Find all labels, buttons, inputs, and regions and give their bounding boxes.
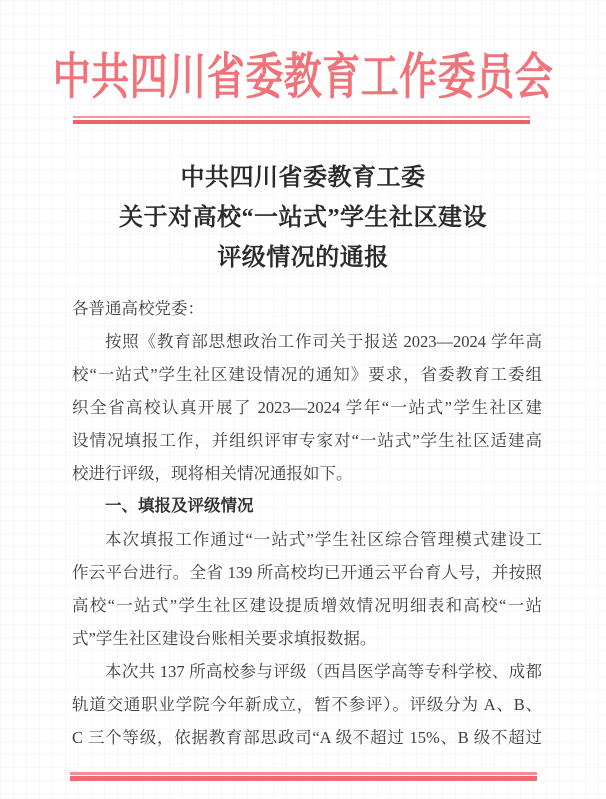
paragraph3-line-3: C 三个等级，依据教育部思政司“A 级不超过 15%、B 级不超过 (72, 728, 542, 747)
document-title-line-2: 关于对高校“一站式”学生社区建设 (119, 205, 487, 231)
paragraph2-line-2: 作云平台进行。全省 139 所高校均已开通云平台育人号，并按照 (72, 563, 542, 582)
section-heading-1: 一、填报及评级情况 (105, 497, 254, 515)
next-page-rule-partial (70, 772, 537, 781)
paragraph3-line-2: 轨道交通职业学院今年新成立，暂不参评）。评级分为 A、B、 (72, 695, 542, 714)
document-title (0, 158, 606, 278)
document-body (72, 292, 542, 754)
document-title-line-1: 中共四川省委教育工委 (180, 165, 426, 191)
salutation-line: 各普通高校党委： (72, 299, 204, 318)
bottom-rule-dark-line (70, 776, 537, 781)
paragraph1-line-2: 校“一站式”学生社区建设情况的通知》要求，省委教育工委组 (72, 365, 542, 384)
letterhead-org-title: 中共四川省委教育工作委员会 (52, 50, 554, 106)
paragraph1-line-3: 织全省高校认真开展了 2023—2024 学年“一站式”学生社区建 (72, 398, 542, 417)
paragraph2-line-1: 本次填报工作通过“一站式”学生社区综合管理模式建设工 (105, 530, 542, 549)
paragraph3-line-1: 本次共 137 所高校参与评级（西昌医学高等专科学校、成都 (105, 662, 542, 681)
document-title-line-3: 评级情况的通报 (217, 245, 389, 271)
rule-thick-line (73, 120, 530, 125)
letterhead-double-rule (73, 116, 530, 124)
paragraph1-line-1: 按照《教育部思想政治工作司关于报送 2023—2024 学年高 (105, 332, 542, 351)
paragraph2-line-4: 式”学生社区建设台账相关要求填报数据。 (72, 629, 377, 648)
paragraph2-line-3: 高校“一站式”学生社区建设提质增效情况明细表和高校“一站 (72, 596, 542, 615)
paragraph1-line-4: 设情况填报工作，并组织评审专家对“一站式”学生社区适建高 (72, 431, 542, 450)
paragraph1-line-5: 校进行评级，现将相关情况通报如下。 (72, 464, 353, 483)
